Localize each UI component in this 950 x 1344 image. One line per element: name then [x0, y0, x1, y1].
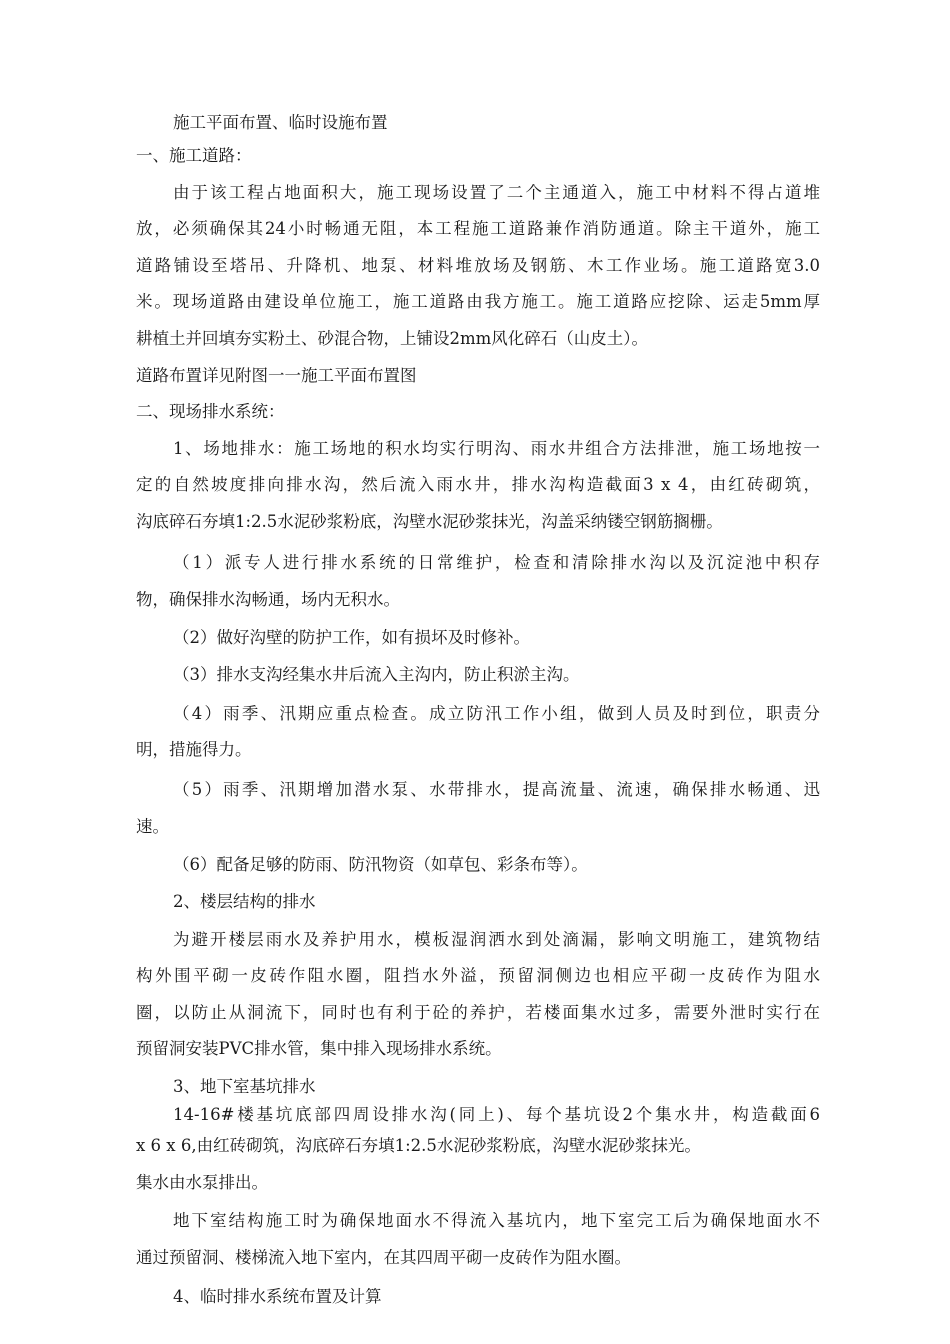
section-heading-roads: 一、施工道路： — [136, 146, 252, 165]
paragraph-line: 通过预留洞、楼梯流入地下室内，在其四周平砌一皮砖作为阻水圈。 — [136, 1248, 631, 1267]
paragraph-line: 预留洞安装PVC排水管，集中排入现场排水系统。 — [136, 1039, 502, 1058]
list-item-line: 明，措施得力。 — [136, 740, 252, 759]
paragraph-line: 耕植土并回填夯实粉土、砂混合物，上铺设2mm风化碎石（山皮土）。 — [136, 329, 649, 348]
list-item-line: 速。 — [136, 817, 169, 836]
paragraph-line: 构外围平砌一皮砖作阻水圈，阻挡水外溢，预留洞侧边也相应平砌一皮砖作为阻水 — [136, 966, 820, 985]
list-item-line: （3）排水支沟经集水井后流入主沟内，防止积淤主沟。 — [173, 665, 580, 684]
list-item-line: （1）派专人进行排水系统的日常维护，检查和清除排水沟以及沉淀池中积存 — [173, 553, 820, 572]
paragraph-line: 道路布置详见附图一一施工平面布置图 — [136, 366, 417, 385]
paragraph-line: 由于该工程占地面积大，施工现场设置了二个主通道入，施工中材料不得占道堆 — [173, 183, 820, 202]
paragraph-line: 地下室结构施工时为确保地面水不得流入基坑内，地下室完工后为确保地面水不 — [173, 1211, 820, 1230]
list-item-line: （5）雨季、汛期增加潜水泵、水带排水，提高流量、流速，确保排水畅通、迅 — [173, 780, 820, 799]
paragraph-line: 米。现场道路由建设单位施工，施工道路由我方施工。施工道路应挖除、运走5mm厚 — [136, 292, 820, 311]
paragraph-line: 14-16#楼基坑底部四周设排水沟(同上)、每个基坑设2个集水井，构造截面6 — [173, 1105, 820, 1124]
paragraph-line: 沟底碎石夯填1:2.5水泥砂浆粉底，沟壁水泥砂浆抹光，沟盖采纳镂空钢筋搁栅。 — [136, 512, 723, 531]
paragraph-line: x 6 x 6,由红砖砌筑，沟底碎石夯填1:2.5水泥砂浆粉底，沟壁水泥砂浆抹光。 — [136, 1136, 701, 1155]
subsection-heading: 3、地下室基坑排水 — [173, 1077, 316, 1096]
paragraph-line: 为避开楼层雨水及养护用水，模板湿润洒水到处滴漏，影响文明施工，建筑物结 — [173, 930, 820, 949]
list-item-line: （2）做好沟壁的防护工作，如有损坏及时修补。 — [173, 628, 530, 647]
paragraph-line: 道路铺设至塔吊、升降机、地泵、材料堆放场及钢筋、木工作业场。施工道路宽3.0 — [136, 256, 820, 275]
paragraph-line: 放，必须确保其24小时畅通无阻，本工程施工道路兼作消防通道。除主干道外，施工 — [136, 219, 820, 238]
list-item-line: （6）配备足够的防雨、防汛物资（如草包、彩条布等）。 — [173, 855, 588, 874]
paragraph-line: 圈，以防止从洞流下，同时也有利于砼的养护，若楼面集水过多，需要外泄时实行在 — [136, 1003, 820, 1022]
paragraph-line: 定的自然坡度排向排水沟，然后流入雨水井，排水沟构造截面3 x 4，由红砖砌筑， — [136, 475, 820, 494]
subsection-heading: 2、楼层结构的排水 — [173, 892, 316, 911]
paragraph-line: 集水由水泵排出。 — [136, 1173, 268, 1192]
subsection-heading: 4、临时排水系统布置及计算 — [173, 1287, 382, 1306]
section-heading-drainage: 二、现场排水系统： — [136, 402, 285, 421]
list-item-line: 物，确保排水沟畅通，场内无积水。 — [136, 590, 400, 609]
list-item-line: （4）雨季、汛期应重点检查。成立防汛工作小组，做到人员及时到位，职责分 — [173, 704, 820, 723]
paragraph-line: 1、场地排水：施工场地的积水均实行明沟、雨水井组合方法排泄，施工场地按一 — [173, 439, 820, 458]
document-title: 施工平面布置、临时设施布置 — [173, 113, 388, 132]
